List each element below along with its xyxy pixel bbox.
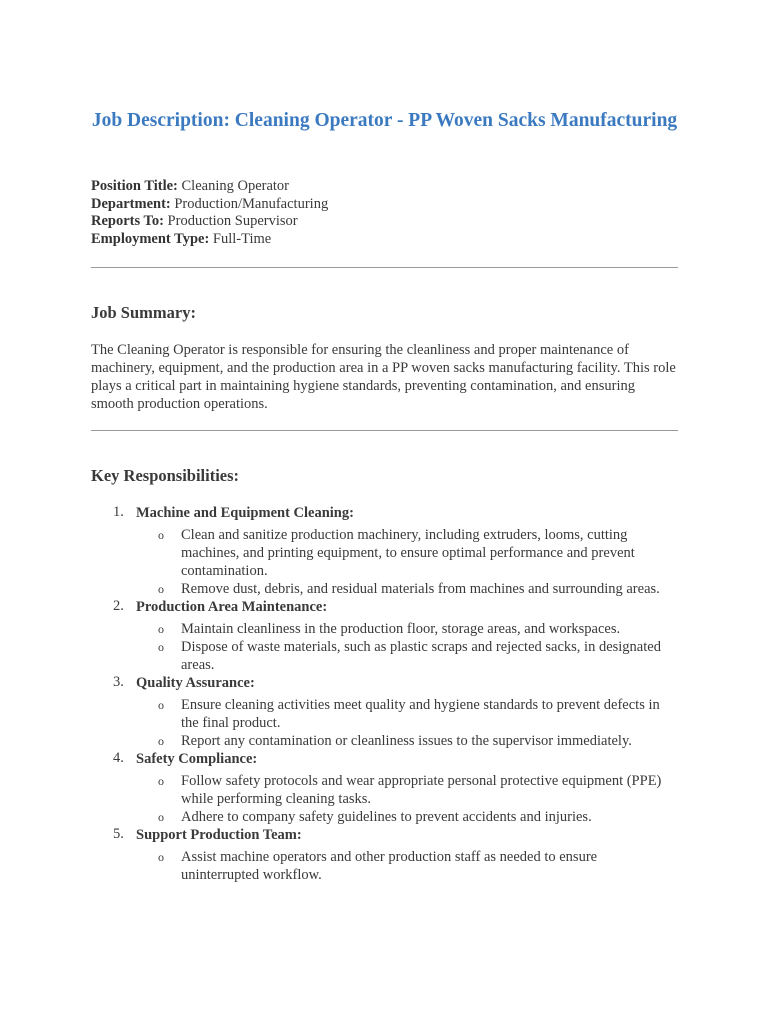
meta-label: Reports To: xyxy=(91,213,164,230)
item-number: 5. xyxy=(113,826,124,842)
list-item xyxy=(91,826,678,884)
item-heading: Safety Compliance: xyxy=(136,751,258,767)
sub-item xyxy=(91,638,678,674)
sub-item-text: Follow safety protocols and wear appropriate personal protective equipment (PPE) while performing cleaning tasks. xyxy=(181,773,662,807)
sub-item-text: Adhere to company safety guidelines to prevent accidents and injuries. xyxy=(181,809,592,825)
meta-label: Position Title: xyxy=(91,178,178,194)
meta-value: Production/Manufacturing xyxy=(170,195,329,212)
item-number: 2. xyxy=(113,598,124,614)
item-number: 4. xyxy=(113,750,124,766)
list-item xyxy=(91,750,678,826)
item-heading: Quality Assurance: xyxy=(136,675,255,691)
bullet-icon: o xyxy=(158,734,164,748)
divider xyxy=(91,267,678,268)
bullet-icon: o xyxy=(158,640,164,654)
bullet-icon: o xyxy=(158,850,164,864)
meta-value: Full-Time xyxy=(209,231,272,248)
meta-label: Department: xyxy=(91,195,171,212)
sub-item xyxy=(91,620,678,638)
sub-item xyxy=(91,732,678,750)
list-item xyxy=(91,504,678,598)
list-item xyxy=(91,674,678,750)
sub-item-text: Ensure cleaning activities meet quality and hygiene standards to prevent defects in the final product. xyxy=(181,697,660,731)
meta-employment-type xyxy=(91,231,328,249)
sub-item-text: Maintain cleanliness in the production floor, storage areas, and workspaces. xyxy=(181,621,621,637)
sub-item xyxy=(91,526,678,580)
bullet-icon: o xyxy=(158,774,164,788)
meta-value: Production Supervisor xyxy=(163,213,298,230)
job-meta xyxy=(91,178,328,249)
bullet-icon: o xyxy=(158,582,164,596)
sub-item-text: Remove dust, debris, and residual materials from machines and surrounding areas. xyxy=(181,581,660,597)
item-heading: Production Area Maintenance: xyxy=(136,599,328,615)
sub-item xyxy=(91,580,678,598)
sub-item xyxy=(91,848,678,884)
document-title: Job Description: Cleaning Operator - PP Woven Sacks Manufacturing xyxy=(91,110,678,131)
summary-text: The Cleaning Operator is responsible for ensuring the cleanliness and proper maintenance of machinery, equipment, and the production area in a PP woven sacks manufacturing facility. This role plays a critical part in maintaining hygiene standards, preventing contamination, and ensuring smooth production operations. xyxy=(91,342,676,412)
sub-item-text: Assist machine operators and other production staff as needed to ensure uninterrupted workflow. xyxy=(181,849,598,883)
meta-label: Employment Type: xyxy=(91,231,210,248)
sub-item-text: Report any contamination or cleanliness issues to the supervisor immediately. xyxy=(181,733,632,749)
sub-item xyxy=(91,808,678,826)
sub-item xyxy=(91,772,678,808)
item-number: 1. xyxy=(113,504,124,520)
summary-heading: Job Summary: xyxy=(91,303,196,322)
item-number: 3. xyxy=(113,674,124,690)
sub-item-text: Clean and sanitize production machinery, including extruders, looms, cutting machines, and printing equipment, to ensure optimal performance and prevent contamination. xyxy=(181,527,635,579)
meta-position xyxy=(91,178,328,196)
bullet-icon: o xyxy=(158,528,164,542)
bullet-icon: o xyxy=(158,698,164,712)
meta-department xyxy=(91,196,328,214)
item-heading: Support Production Team: xyxy=(136,827,302,843)
bullet-icon: o xyxy=(158,810,164,824)
list-item xyxy=(91,598,678,674)
sub-item-text: Dispose of waste materials, such as plastic scraps and rejected sacks, in designated areas. xyxy=(181,639,661,673)
meta-reports-to xyxy=(91,213,328,231)
item-heading: Machine and Equipment Cleaning: xyxy=(136,505,354,521)
bullet-icon: o xyxy=(158,622,164,636)
meta-value: Cleaning Operator xyxy=(177,178,290,194)
divider xyxy=(91,430,678,431)
sub-item xyxy=(91,696,678,732)
responsibilities-list xyxy=(91,504,678,884)
responsibilities-heading: Key Responsibilities: xyxy=(91,466,240,485)
